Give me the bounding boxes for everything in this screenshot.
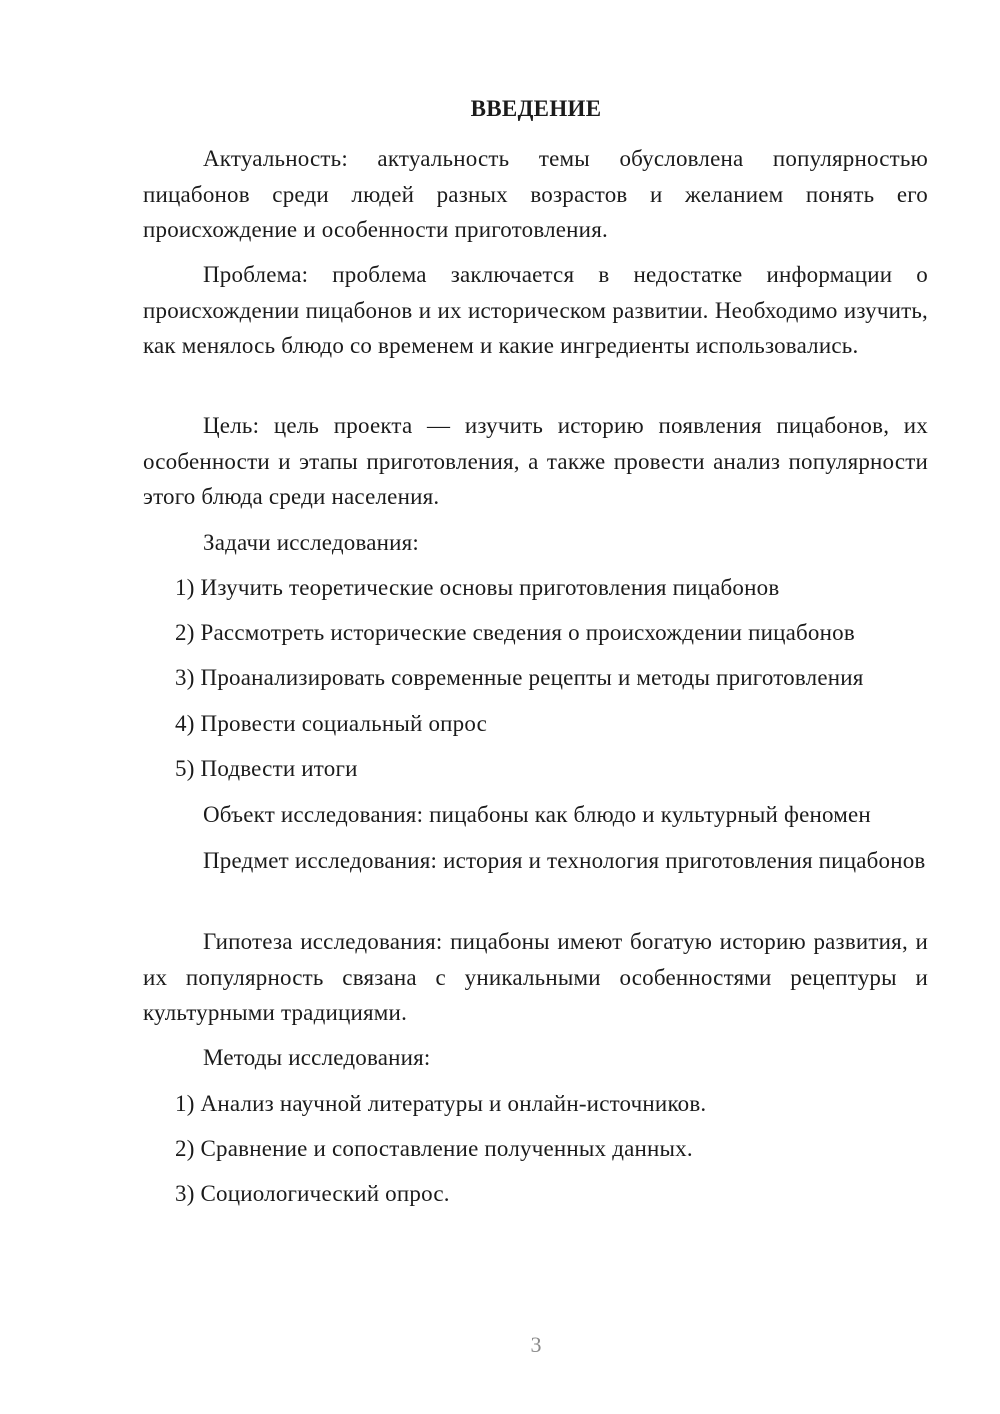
method-item: 2) Сравнение и сопоставление полученных данных.	[175, 1136, 693, 1161]
problem-paragraph: Проблема: проблема заключается в недостатке информации о происхождении пицабонов и их историческом развитии. Необходимо изучить, как менялось блюдо со временем и какие ингредиенты использовались.	[143, 262, 928, 358]
task-item: 1) Изучить теоретические основы приготовления пицабонов	[175, 575, 780, 600]
task-item: 4) Провести социальный опрос	[175, 711, 488, 736]
subject-paragraph: Предмет исследования: история и технология приготовления пицабонов	[203, 848, 926, 873]
hypothesis-paragraph: Гипотеза исследования: пицабоны имеют богатую историю развития, и их популярность связана с уникальными особенностями рецептуры и культурными традициями.	[143, 929, 928, 1025]
goal-paragraph: Цель: цель проекта — изучить историю появления пицабонов, их особенности и этапы приготовления, а также провести анализ популярности этого блюда среди населения.	[143, 413, 928, 509]
method-item: 3) Социологический опрос.	[175, 1181, 450, 1206]
methods-heading: Методы исследования:	[203, 1045, 431, 1070]
task-item: 5) Подвести итоги	[175, 756, 358, 781]
task-item: 3) Проанализировать современные рецепты и методы приготовления	[175, 665, 864, 690]
method-item: 1) Анализ научной литературы и онлайн-источников.	[175, 1091, 707, 1116]
task-item: 2) Рассмотреть исторические сведения о происхождении пицабонов	[175, 620, 855, 645]
tasks-heading: Задачи исследования:	[203, 530, 420, 555]
page-number: 3	[530, 1332, 542, 1357]
relevance-paragraph: Актуальность: актуальность темы обусловлена популярностью пицабонов среди людей разных возрастов и желанием понять его происхождение и особенности приготовления.	[143, 146, 928, 242]
object-paragraph: Объект исследования: пицабоны как блюдо и культурный феномен	[203, 802, 871, 827]
page-title: ВВЕДЕНИЕ	[470, 96, 602, 121]
